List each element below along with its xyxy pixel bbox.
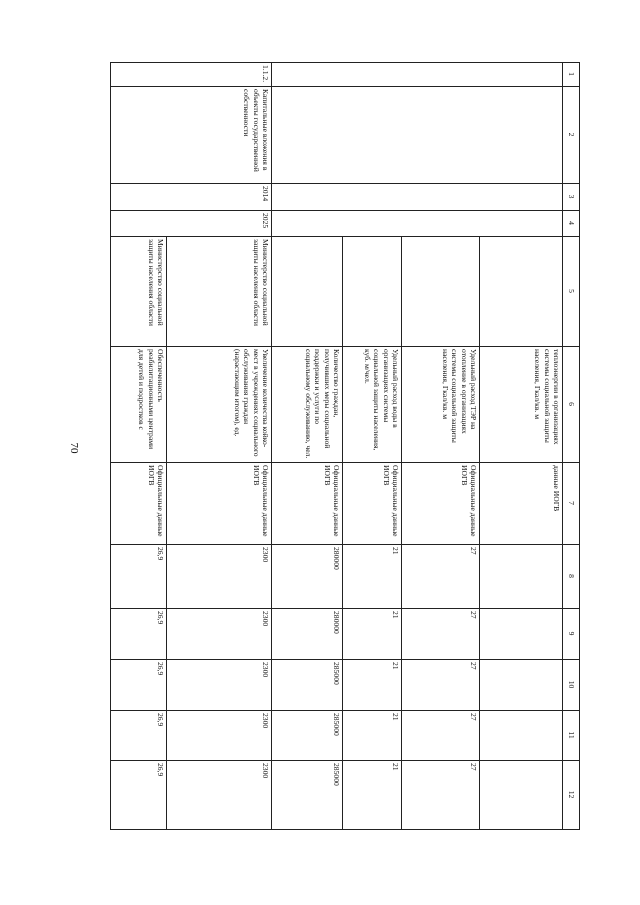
rotated-table-viewport — [110, 62, 580, 830]
table-row-4-val-8: 2300 — [261, 547, 270, 563]
table-row-1-val-9: 27 — [469, 611, 478, 619]
table-row-5-executor: Министерство социальной защиты населения области — [146, 239, 165, 326]
table-row-5-val-8: 26,9 — [156, 547, 165, 561]
col-header-7: 7 — [567, 501, 576, 505]
table-row-3-val-8: 280000 — [332, 547, 341, 570]
table-row-4-number: 1.1.2. — [261, 65, 270, 83]
table-row-2-val-10: 21 — [391, 662, 400, 670]
table-row-1-val-10: 27 — [469, 662, 478, 670]
table-row-2-source: Официальные данные ИОГВ — [381, 465, 400, 537]
table-row-3-val-10: 285000 — [332, 662, 341, 685]
table-row-3-source: Официальные данные ИОГВ — [322, 465, 341, 537]
table-row-2-val-8: 21 — [391, 547, 400, 555]
col-header-5: 5 — [567, 289, 576, 293]
table-row-5-val-10: 26,9 — [156, 662, 165, 676]
table-row-2-val-12: 21 — [391, 763, 400, 771]
table-row-5-indicator: Обеспеченность реабилитационными центрами для детей и подростков с — [137, 349, 165, 450]
table-row-3-indicator: Количество граждан, получивших меры социальной поддержки и услуги по социальному обслуживанию, чел. — [303, 349, 341, 459]
table-row-4-start-year: 2014 — [261, 186, 270, 202]
table-row-1-indicator: Удельный расход ТЭР на отопление в организациях системы социальной защиты населения, Гкал/кв. м — [440, 349, 478, 443]
table-row-4-val-10: 2300 — [261, 662, 270, 678]
table-row-5-source: Официальные данные ИОГВ — [146, 465, 165, 537]
col-header-3: 3 — [567, 194, 576, 199]
table-row-3-val-11: 285000 — [332, 713, 341, 736]
table-row-2-indicator: Удельный расход воды в организациях системы социальной защиты населения, куб. м/чел. — [362, 349, 400, 451]
table-row-2-val-11: 21 — [391, 713, 400, 721]
table-row-4-val-11: 2300 — [261, 713, 270, 729]
col-header-9: 9 — [567, 631, 576, 636]
table-row-0-source: данные ИОГВ — [552, 465, 561, 512]
table-row-4-indicator: Увеличение количества койко-мест в учреждениях социального обслуживания граждан (нарастающим итогом), ед. — [232, 349, 270, 457]
col-header-11: 11 — [567, 731, 576, 739]
table-row-4-executor: Министерство социальной защиты населения области — [251, 239, 270, 326]
table-row-4-source: Официальные данные ИОГВ — [251, 465, 270, 537]
table-row-5-val-11: 26,9 — [156, 713, 165, 727]
data-table — [110, 62, 580, 830]
table-row-2-val-9: 21 — [391, 611, 400, 619]
col-header-8: 8 — [567, 574, 576, 578]
col-header-2: 2 — [567, 132, 576, 137]
table-row-4-val-12: 2300 — [261, 763, 270, 779]
table-row-0-indicator: теплоэнергии в организациях системы социальной защиты населения, Гкал/кв. м — [533, 349, 561, 445]
table-row-4-event: Капитальные вложения в объекты государственной собственности — [242, 89, 270, 172]
table-row-5-val-12: 26,9 — [156, 763, 165, 777]
col-header-12: 12 — [567, 790, 576, 799]
table-row-4-val-9: 2300 — [261, 611, 270, 627]
table-row-3-val-9: 280000 — [332, 611, 341, 634]
table-row-3-val-12: 285000 — [332, 763, 341, 786]
table-row-4-end-year: 2025 — [261, 213, 270, 229]
table-row-1-val-11: 27 — [469, 713, 478, 721]
col-header-10: 10 — [567, 680, 576, 689]
col-header-1: 1 — [567, 72, 576, 76]
col-header-6: 6 — [567, 402, 576, 406]
table-row-1-val-8: 27 — [469, 547, 478, 555]
table-row-1-source: Официальные данные ИОГВ — [459, 465, 478, 537]
table-row-5-val-9: 26,9 — [156, 611, 165, 625]
col-header-4: 4 — [567, 221, 576, 225]
page-number: 70 — [68, 442, 80, 454]
table-row-1-val-12: 27 — [469, 763, 478, 771]
